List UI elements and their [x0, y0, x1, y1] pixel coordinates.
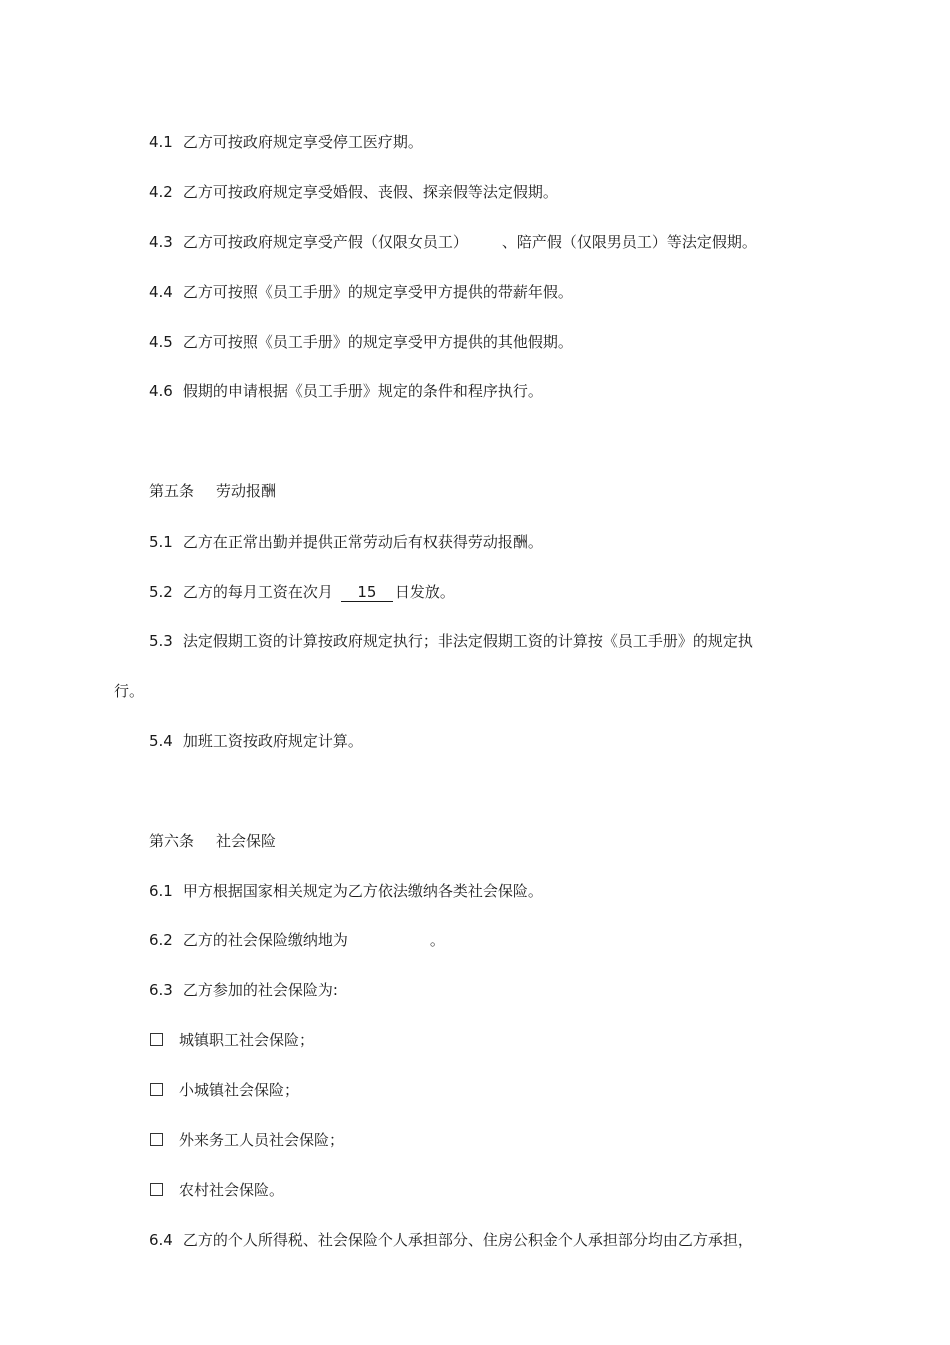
clause-text-a: 乙方可按政府规定享受产假（仅限女员工）	[182, 233, 468, 251]
clause-number: 6.2	[149, 931, 173, 949]
option-label: 小城镇社会保险；	[179, 1081, 300, 1099]
pay-day-field: 15	[341, 583, 393, 602]
clause-text: 乙方可按照《员工手册》的规定享受甲方提供的带薪年假。	[182, 283, 573, 301]
insurance-option-urban-worker[interactable]	[149, 1030, 314, 1050]
clause-6-4	[149, 1230, 753, 1250]
clause-number: 4.1	[149, 133, 173, 151]
clause-number: 4.6	[149, 382, 173, 400]
clause-number: 5.4	[149, 732, 173, 750]
clause-5-2	[149, 582, 455, 602]
clause-number: 5.1	[149, 533, 173, 551]
checkbox-icon[interactable]	[150, 1133, 163, 1146]
section-5-heading	[149, 481, 276, 501]
clause-text-a: 乙方的社会保险缴纳地为	[182, 931, 348, 949]
clause-4-1	[149, 132, 423, 152]
article-title: 劳动报酬	[216, 482, 277, 500]
clause-4-2	[149, 182, 558, 202]
clause-text: 假期的申请根据《员工手册》规定的条件和程序执行。	[182, 382, 543, 400]
clause-5-1	[149, 532, 543, 552]
article-number: 第六条	[149, 832, 195, 850]
option-label: 城镇职工社会保险；	[179, 1031, 315, 1049]
clause-number: 4.2	[149, 183, 173, 201]
insurance-option-small-town[interactable]	[149, 1080, 299, 1100]
clause-text: 乙方可按照《员工手册》的规定享受甲方提供的其他假期。	[182, 333, 573, 351]
clause-4-4	[149, 282, 573, 302]
clause-text: 法定假期工资的计算按政府规定执行；非法定假期工资的计算按《员工手册》的规定执	[182, 632, 753, 650]
clause-text: 加班工资按政府规定计算。	[182, 732, 363, 750]
clause-text-a: 乙方的每月工资在次月	[182, 583, 333, 601]
clause-text-continuation: 行。	[114, 682, 145, 700]
clause-number: 6.4	[149, 1231, 173, 1249]
clause-5-3	[149, 631, 753, 651]
clause-4-5	[149, 332, 573, 352]
option-label: 农村社会保险。	[179, 1181, 285, 1199]
clause-number: 4.3	[149, 233, 173, 251]
clause-text: 甲方根据国家相关规定为乙方依法缴纳各类社会保险。	[182, 882, 543, 900]
checkbox-icon[interactable]	[150, 1083, 163, 1096]
clause-text-b: 日发放。	[394, 583, 455, 601]
clause-number: 4.5	[149, 333, 173, 351]
clause-5-3-continuation	[114, 681, 144, 701]
clause-text: 乙方参加的社会保险为:	[182, 981, 338, 999]
clause-5-4	[149, 731, 363, 751]
clause-text: 乙方的个人所得税、社会保险个人承担部分、住房公积金个人承担部分均由乙方承担，	[182, 1231, 753, 1249]
article-number: 第五条	[149, 482, 195, 500]
insurance-option-rural[interactable]	[149, 1180, 284, 1200]
clause-number: 5.2	[149, 583, 173, 601]
clause-6-2	[149, 930, 445, 950]
clause-text-b: 。	[429, 931, 445, 949]
section-6-heading	[149, 831, 276, 851]
clause-6-3	[149, 980, 338, 1000]
clause-text: 乙方在正常出勤并提供正常劳动后有权获得劳动报酬。	[182, 533, 543, 551]
clause-text: 乙方可按政府规定享受婚假、丧假、探亲假等法定假期。	[182, 183, 558, 201]
article-title: 社会保险	[216, 832, 277, 850]
option-label: 外来务工人员社会保险；	[179, 1131, 345, 1149]
clause-4-3	[149, 232, 757, 252]
clause-number: 5.3	[149, 632, 173, 650]
clause-number: 6.3	[149, 981, 173, 999]
clause-text-b: 、陪产假（仅限男员工）等法定假期。	[501, 233, 757, 251]
checkbox-icon[interactable]	[150, 1033, 163, 1046]
checkbox-icon[interactable]	[150, 1183, 163, 1196]
clause-text: 乙方可按政府规定享受停工医疗期。	[182, 133, 423, 151]
insurance-option-migrant-worker[interactable]	[149, 1130, 344, 1150]
clause-number: 4.4	[149, 283, 173, 301]
clause-number: 6.1	[149, 882, 173, 900]
clause-4-6	[149, 381, 543, 401]
clause-6-1	[149, 881, 543, 901]
